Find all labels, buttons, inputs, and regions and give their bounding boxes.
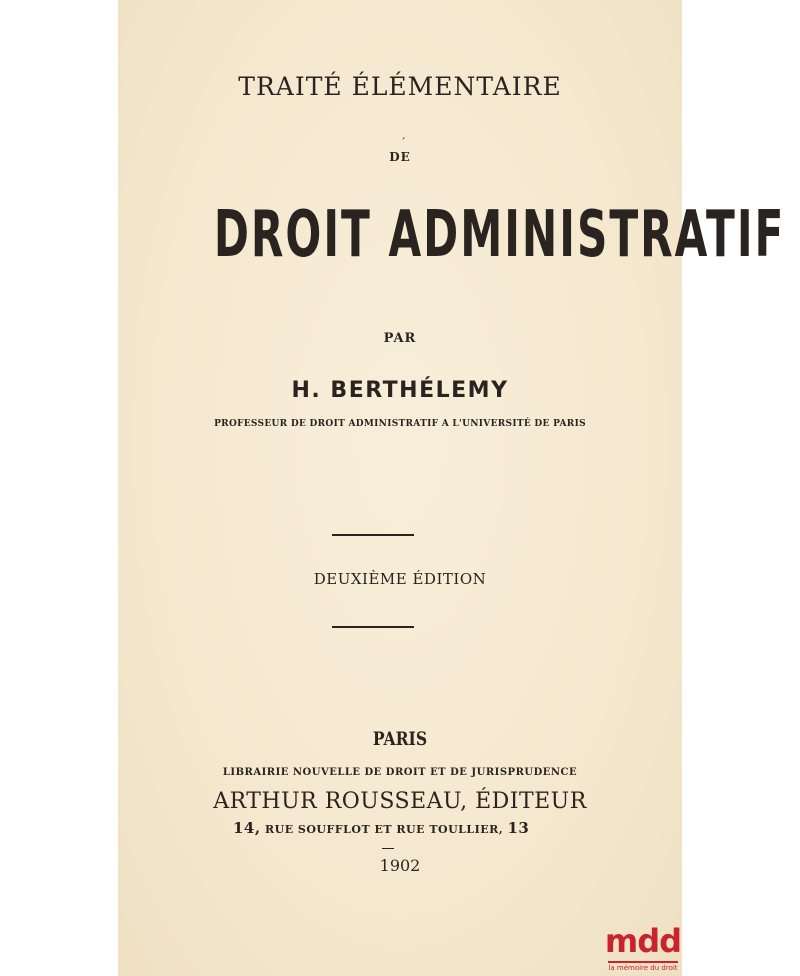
divider-top — [332, 534, 414, 536]
ink-speck: ˊ — [400, 136, 406, 150]
publisher-name: ARTHUR ROUSSEAU, ÉDITEUR — [213, 789, 587, 814]
logo-mark: mdd — [604, 922, 682, 960]
author-title: PROFESSEUR DE DROIT ADMINISTRATIF A L'UNIVERSITÉ DE PARIS — [214, 419, 586, 429]
author-name: H. BERTHÉLEMY — [291, 378, 509, 403]
edition-label: DEUXIÈME ÉDITION — [313, 570, 487, 588]
publication-city: PARIS — [372, 728, 428, 750]
subject-title: DROIT ADMINISTRATIF — [213, 198, 786, 272]
divider-bottom — [332, 626, 414, 628]
preposition-par: PAR — [383, 331, 417, 346]
address-number-2: 13 — [507, 819, 530, 837]
preposition-de: DE — [389, 150, 411, 164]
logo-underline — [608, 961, 678, 963]
publisher-address — [233, 819, 529, 837]
treatise-heading: TRAITÉ ÉLÉMENTAIRE — [238, 72, 562, 101]
address-street: RUE SOUFFLOT ET RUE TOULLIER, — [264, 823, 504, 836]
year-dash — [382, 848, 394, 849]
library-name: LIBRAIRIE NOUVELLE DE DROIT ET DE JURISPRUDENCE — [222, 767, 578, 778]
address-number-1: 14, — [233, 819, 261, 837]
logo-caption: la mémoire du droit — [608, 964, 678, 972]
mdd-watermark-logo — [604, 924, 682, 972]
publication-year: 1902 — [379, 856, 421, 875]
book-title-page — [118, 0, 786, 976]
